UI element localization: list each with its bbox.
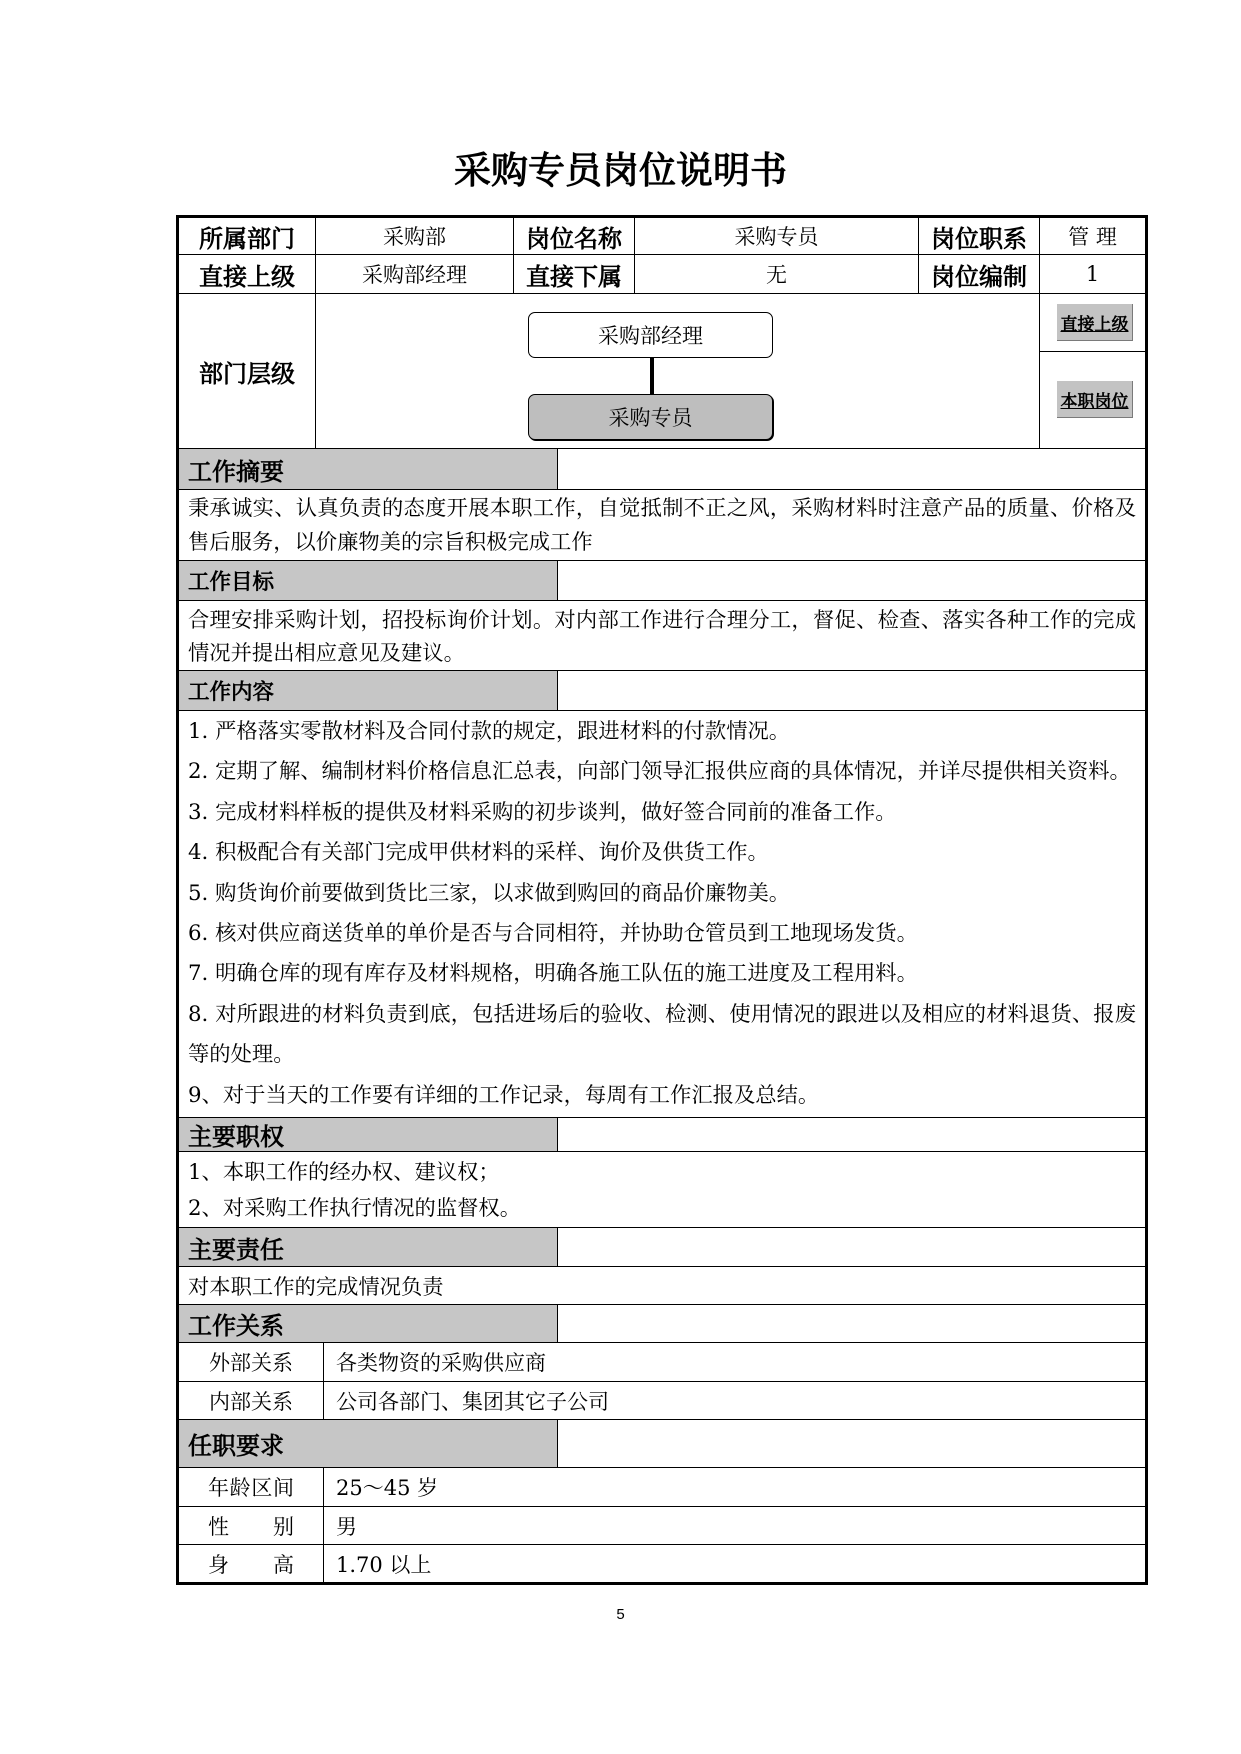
requirement-label-cell: [179, 1507, 324, 1544]
basic-info-row-1: [179, 218, 1145, 255]
position-series-label: 岗位职系: [919, 218, 1040, 254]
direct-superior-value: 采购部经理: [316, 255, 514, 293]
relation-value: 公司各部门、集团其它子公司: [336, 1389, 609, 1414]
requirement-label: 年龄区间: [208, 1476, 294, 1500]
duty-item: 1. 严格落实零散材料及合同付款的规定，跟进材料的付款情况。: [188, 719, 791, 744]
relation-label: 内部关系: [179, 1382, 324, 1419]
department-value: 采购部: [316, 218, 514, 254]
requirement-row-height: [179, 1545, 1145, 1582]
legend-superior: 直接上级: [1057, 304, 1133, 341]
hierarchy-label: 部门层级: [179, 294, 316, 448]
heading-blank-cell: [558, 1118, 1145, 1151]
heading-blank-cell: [558, 671, 1145, 710]
relations-heading: 工作关系: [179, 1305, 558, 1342]
duties-list: [179, 711, 1145, 1117]
summary-heading-row: [179, 449, 1145, 490]
org-connector-line: [650, 358, 654, 394]
heading-blank-cell: [558, 1228, 1145, 1266]
legend-cell-current: [1040, 352, 1145, 448]
direct-superior-label: 直接上级: [179, 255, 316, 293]
requirement-label: 身 高: [208, 1552, 294, 1577]
goal-text-row: [179, 601, 1145, 671]
relation-value: 各类物资的采购供应商: [336, 1351, 546, 1375]
page-number: 5: [616, 1606, 625, 1623]
goal-heading: 工作目标: [179, 561, 558, 600]
duties-heading-row: [179, 671, 1145, 711]
department-label: 所属部门: [179, 218, 316, 254]
org-box-current-position: 采购专员: [528, 394, 773, 440]
heading-blank-cell: [558, 449, 1145, 489]
duty-item: 4. 积极配合有关部门完成甲供材料的采样、询价及供货工作。: [188, 840, 769, 866]
relation-row-external: [179, 1343, 1145, 1382]
duty-item: 8. 对所跟进的材料负责到底，包括进场后的验收、检测、使用情况的跟进以及相应的材料退货、报废等的处理。: [188, 1001, 1136, 1068]
goal-heading-row: [179, 561, 1145, 601]
legend-cell-superior: [1040, 294, 1145, 352]
authority-heading: 主要职权: [179, 1118, 558, 1151]
responsibility-text: 对本职工作的完成情况负责: [188, 1275, 444, 1300]
summary-heading: 工作摘要: [179, 449, 558, 489]
hierarchy-row: [179, 294, 1145, 449]
position-name-value: 采购专员: [635, 218, 919, 254]
responsibility-heading: 主要责任: [179, 1228, 558, 1266]
requirement-label-cell: [179, 1545, 324, 1582]
basic-info-row-2: [179, 255, 1145, 294]
authority-heading-row: [179, 1118, 1145, 1152]
duties-list-row: [179, 711, 1145, 1118]
duties-heading: 工作内容: [179, 671, 558, 710]
heading-blank-cell: [558, 1420, 1145, 1467]
headcount-label: 岗位编制: [919, 255, 1040, 293]
position-name-label: 岗位名称: [514, 218, 635, 254]
org-chart: [316, 294, 1040, 448]
document-title: 采购专员岗位说明书: [454, 148, 787, 192]
org-chart-legend: [1040, 294, 1145, 448]
responsibility-text-row: [179, 1267, 1145, 1305]
authority-list: [179, 1152, 1145, 1227]
duty-item: 9、对于当天的工作要有详细的工作记录，每周有工作汇报及总结。: [188, 1082, 820, 1108]
requirement-row-age: [179, 1468, 1145, 1507]
requirement-value: 1.70 以上: [336, 1552, 432, 1577]
duty-item: 2. 定期了解、编制材料价格信息汇总表，向部门领导汇报供应商的具体情况，并详尽提供相关资料。: [188, 759, 1131, 785]
relation-row-internal: [179, 1382, 1145, 1420]
requirement-label-cell: [179, 1468, 324, 1506]
relations-heading-row: [179, 1305, 1145, 1343]
duty-item: 3. 完成材料样板的提供及材料采购的初步谈判，做好签合同前的准备工作。: [188, 799, 897, 825]
requirement-label: 性 别: [208, 1514, 294, 1539]
requirement-value: 25～45 岁: [336, 1476, 439, 1500]
headcount-value: 1: [1085, 262, 1100, 286]
duty-item: 7. 明确仓库的现有库存及材料规格，明确各施工队伍的施工进度及工程用料。: [188, 961, 918, 987]
heading-blank-cell: [558, 1305, 1145, 1342]
job-description-table: [176, 215, 1148, 1585]
responsibility-heading-row: [179, 1228, 1145, 1267]
summary-text: 秉承诚实、认真负责的态度开展本职工作，自觉抵制不正之风，采购材料时注意产品的质量、价格及售后服务，以价廉物美的宗旨积极完成工作: [188, 496, 1136, 555]
authority-list-row: [179, 1152, 1145, 1228]
direct-subordinate-label: 直接下属: [514, 255, 635, 293]
direct-subordinate-value: 无: [635, 255, 919, 293]
requirement-row-gender: [179, 1507, 1145, 1545]
duty-item: 5. 购货询价前要做到货比三家，以求做到购回的商品价廉物美。: [188, 880, 791, 906]
heading-blank-cell: [558, 561, 1145, 600]
authority-item: 1、本职工作的经办权、建议权；: [188, 1160, 500, 1185]
requirements-heading-row: [179, 1420, 1145, 1468]
org-box-superior: 采购部经理: [528, 312, 773, 358]
position-series-value: 管 理: [1068, 225, 1117, 249]
relation-label: 外部关系: [179, 1343, 324, 1381]
requirement-value: 男: [336, 1514, 357, 1539]
goal-text: 合理安排采购计划，招投标询价计划。对内部工作进行合理分工，督促、检查、落实各种工作的完成情况并提出相应意见及建议。: [188, 608, 1136, 666]
requirements-heading: 任职要求: [179, 1420, 558, 1467]
authority-item: 2、对采购工作执行情况的监督权。: [188, 1196, 522, 1221]
legend-current-position: 本职岗位: [1057, 381, 1133, 418]
duty-item: 6. 核对供应商送货单的单价是否与合同相符，并协助仓管员到工地现场发货。: [188, 921, 918, 947]
summary-text-row: [179, 490, 1145, 561]
